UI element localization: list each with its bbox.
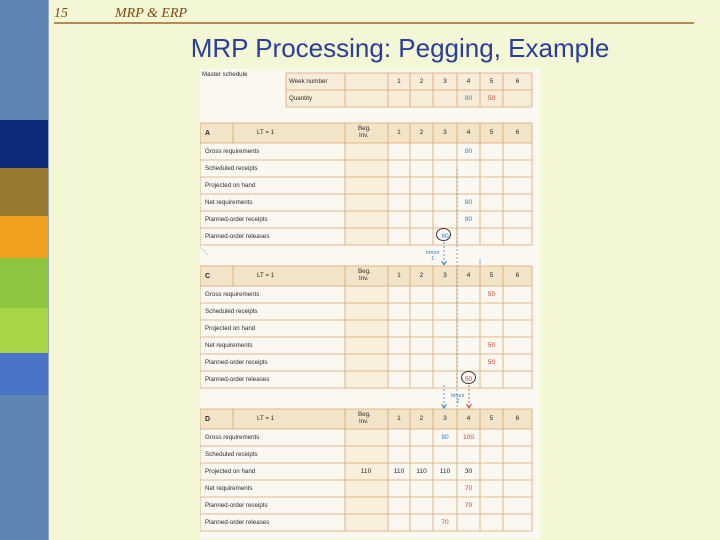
cell-value: 80	[441, 434, 449, 441]
row-label: Planned-order releases	[205, 519, 270, 526]
slide-number: 15	[54, 6, 68, 21]
cell-value: 80	[464, 216, 473, 223]
week-number: 5	[489, 272, 494, 279]
cell-value: 110	[416, 468, 427, 475]
inv-label: Inv.	[359, 275, 369, 282]
master-cell: 6	[515, 78, 520, 85]
cell-value: 50	[464, 376, 473, 383]
beg-label: Beg.	[358, 411, 371, 418]
week-number: 1	[397, 272, 401, 279]
week-number: 6	[515, 129, 520, 136]
row-label: Planned-order releases	[205, 376, 270, 383]
cell-value: 50	[487, 359, 496, 366]
week-number: 4	[466, 415, 471, 422]
cell-value: 100	[462, 434, 474, 441]
olive-block	[0, 168, 48, 216]
cell-value: 50	[487, 342, 496, 349]
week-number: 5	[489, 415, 494, 422]
week-number: 3	[443, 129, 447, 136]
pegging-circle-c-release	[461, 371, 476, 384]
cell-value: 70	[464, 485, 473, 492]
week-number: 1	[397, 129, 401, 136]
master-cell: 1	[397, 78, 401, 85]
row-label: Gross requirements	[205, 148, 260, 155]
item-code: C	[205, 273, 211, 280]
row-label: Scheduled receipts	[205, 308, 258, 315]
lime-block-light	[0, 308, 48, 353]
blue-block	[0, 353, 48, 395]
item-code: D	[205, 416, 211, 423]
cell-value: 70	[464, 502, 473, 509]
beg-label: Beg.	[358, 268, 371, 275]
multiplier-factor: 2	[456, 399, 460, 406]
master-cell: 2	[419, 78, 424, 85]
header-rule	[54, 22, 694, 24]
row-label: Projected on hand	[205, 325, 256, 332]
master-cell: 3	[443, 78, 447, 85]
cell-value: 80	[441, 233, 449, 240]
item-code: A	[205, 130, 211, 137]
week-number: 5	[489, 129, 494, 136]
row-label: Net requirements	[205, 199, 253, 206]
left-decorative-bar	[0, 0, 48, 540]
lime-block	[0, 258, 48, 308]
row-label: Net requirements	[205, 342, 253, 349]
week-number: 6	[515, 415, 520, 422]
multiplier-word: times	[451, 393, 465, 399]
row-label: Gross requirements	[205, 434, 260, 441]
beg-inv-value: 110	[360, 468, 372, 475]
mrp-pegging-figure	[200, 69, 540, 539]
grid-line	[200, 247, 208, 255]
master-cell: 4	[466, 78, 471, 85]
master-cell: 80	[464, 95, 473, 102]
cell-value: 110	[393, 468, 405, 475]
cell-value: 80	[464, 148, 473, 155]
master-row-label: Week number	[289, 78, 328, 85]
inv-label: Inv.	[359, 132, 369, 139]
week-number: 2	[419, 129, 424, 136]
row-label: Gross requirements	[205, 291, 260, 298]
week-number: 1	[397, 415, 401, 422]
multiplier-word: times	[426, 250, 440, 256]
row-label: Planned-order releases	[205, 233, 270, 240]
cell-value: 30	[464, 468, 473, 475]
lead-time: LT = 1	[257, 415, 275, 422]
master-cell: 5	[489, 78, 494, 85]
week-number: 4	[466, 272, 471, 279]
row-label: Planned-order receipts	[205, 216, 268, 223]
cell-value: 50	[487, 291, 496, 298]
left-divider	[48, 0, 49, 540]
week-number: 3	[443, 415, 447, 422]
inv-label: Inv.	[359, 418, 369, 425]
week-number: 2	[419, 415, 424, 422]
master-row-label: Quantity	[289, 95, 313, 102]
row-label: Projected on hand	[205, 468, 256, 475]
row-label: Planned-order receipts	[205, 359, 268, 366]
row-label: Scheduled receipts	[205, 165, 258, 172]
week-number: 6	[515, 272, 520, 279]
multiplier-factor: 1	[431, 256, 435, 263]
row-label: Scheduled receipts	[205, 451, 258, 458]
pegging-circle-a-release	[436, 228, 451, 241]
cell-value: 110	[439, 468, 451, 475]
week-number: 4	[466, 129, 471, 136]
course-title: MRP & ERP	[115, 6, 188, 21]
lead-time: LT = 1	[257, 272, 275, 279]
week-number: 2	[419, 272, 424, 279]
beg-label: Beg.	[358, 125, 371, 132]
navy-block	[0, 120, 48, 168]
orange-block	[0, 216, 48, 258]
week-number: 3	[443, 272, 447, 279]
master-cell: 50	[487, 95, 496, 102]
cell-value: 70	[441, 519, 449, 526]
multiplier-label-1	[426, 250, 439, 262]
slide-title: MRP Processing: Pegging, Example	[190, 33, 610, 63]
row-label: Planned-order receipts	[205, 502, 268, 509]
lead-time: LT = 1	[257, 129, 275, 136]
master-schedule-label: Master schedule	[202, 71, 248, 78]
cell-value: 80	[464, 199, 473, 206]
row-label: Net requirements	[205, 485, 253, 492]
multiplier-label-2	[451, 393, 464, 405]
row-label: Projected on hand	[205, 182, 256, 189]
